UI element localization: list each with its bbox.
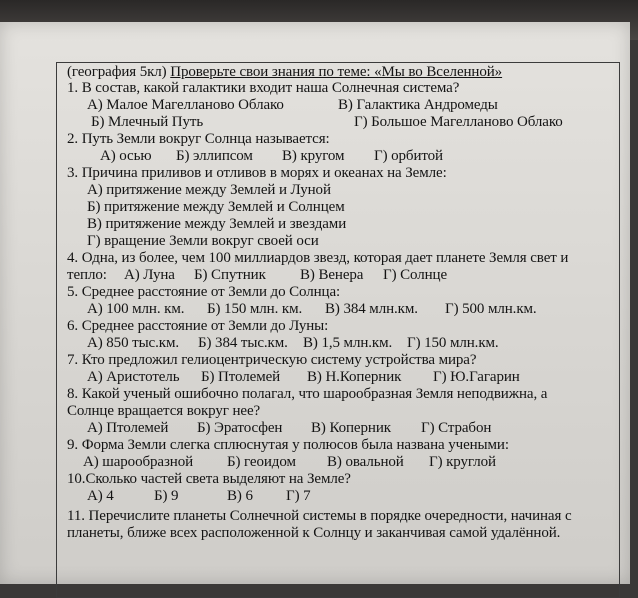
- question-11-cont: планеты, ближе всех расположенной к Солнцу и заканчивая самой удалённой.: [67, 525, 561, 541]
- q4-option-g: Г) Солнце: [383, 267, 448, 283]
- question-4-cont: тепло:: [67, 267, 107, 283]
- q2-option-v: В) кругом: [282, 148, 345, 164]
- question-1: 1. В состав, какой галактики входит наша Солнечная система?: [67, 80, 460, 96]
- quiz-frame: [56, 62, 620, 598]
- q5-option-a: А) 100 млн. км.: [87, 301, 185, 317]
- q9-option-v: В) овальной: [327, 454, 404, 470]
- q6-option-g: Г) 150 млн.км.: [407, 335, 499, 351]
- q9-option-g: Г) круглой: [429, 454, 496, 470]
- q7-option-v: В) Н.Коперник: [307, 369, 402, 385]
- q7-option-g: Г) Ю.Гагарин: [433, 369, 520, 385]
- q8-option-b: Б) Эратосфен: [197, 420, 283, 436]
- q10-option-a: А) 4: [87, 488, 114, 504]
- q2-option-b: Б) эллипсом: [176, 148, 253, 164]
- q3-option-v: В) притяжение между Землей и звездами: [87, 216, 347, 232]
- q1-option-g: Г) Большое Магелланово Облако: [354, 114, 563, 130]
- title-prefix: (география 5кл): [67, 64, 167, 80]
- q4-option-b: Б) Спутник: [194, 267, 266, 283]
- q4-option-v: В) Венера: [300, 267, 364, 283]
- q1-option-a: А) Малое Магелланово Облако: [87, 97, 284, 113]
- q2-option-a: А) осью: [100, 148, 152, 164]
- question-4: 4. Одна, из более, чем 100 миллиардов звезд, которая дает планете Земля свет и: [67, 250, 569, 266]
- q8-option-a: А) Птолемей: [87, 420, 169, 436]
- question-8: 8. Какой ученый ошибочно полагал, что шарообразная Земля неподвижна, а: [67, 386, 548, 402]
- q10-option-g: Г) 7: [286, 488, 311, 504]
- q5-option-b: Б) 150 млн. км.: [207, 301, 303, 317]
- q8-option-v: В) Коперник: [311, 420, 391, 436]
- q9-option-b: Б) геоидом: [227, 454, 296, 470]
- q6-option-b: Б) 384 тыс.км.: [198, 335, 288, 351]
- question-8-cont: Солнце вращается вокруг нее?: [67, 403, 261, 419]
- q1-option-v: В) Галактика Андромеды: [338, 97, 498, 113]
- question-5: 5. Среднее расстояние от Земли до Солнца:: [67, 284, 341, 300]
- q7-option-b: Б) Птолемей: [201, 369, 281, 385]
- q5-option-g: Г) 500 млн.км.: [445, 301, 537, 317]
- question-6: 6. Среднее расстояние от Земли до Луны:: [67, 318, 329, 334]
- question-2: 2. Путь Земли вокруг Солнца называется:: [67, 131, 330, 147]
- quiz-title: [67, 64, 502, 81]
- q9-option-a: А) шарообразной: [83, 454, 194, 470]
- q6-option-a: А) 850 тыс.км.: [87, 335, 179, 351]
- paper-sheet: [0, 22, 630, 584]
- q4-option-a: А) Луна: [124, 267, 175, 283]
- question-10: 10.Сколько частей света выделяют на Земле?: [67, 471, 351, 487]
- q10-option-b: Б) 9: [154, 488, 179, 504]
- q1-option-b: Б) Млечный Путь: [91, 114, 204, 130]
- question-7: 7. Кто предложил гелиоцентрическую систему устройства мира?: [67, 352, 477, 368]
- q8-option-g: Г) Страбон: [421, 420, 492, 436]
- question-3: 3. Причина приливов и отливов в морях и океанах на Земле:: [67, 165, 447, 181]
- q7-option-a: А) Аристотель: [87, 369, 180, 385]
- q5-option-v: В) 384 млн.км.: [325, 301, 418, 317]
- q3-option-b: Б) притяжение между Землей и Солнцем: [87, 199, 345, 215]
- question-11: 11. Перечислите планеты Солнечной системы в порядке очередности, начиная с: [67, 508, 572, 524]
- question-9: 9. Форма Земли слегка сплюснутая у полюсов была названа учеными:: [67, 437, 509, 453]
- q3-option-g: Г) вращение Земли вокруг своей оси: [87, 233, 319, 249]
- q6-option-v: В) 1,5 млн.км.: [303, 335, 393, 351]
- q2-option-g: Г) орбитой: [374, 148, 443, 164]
- q3-option-a: А) притяжение между Землей и Луной: [87, 182, 331, 198]
- title-topic: Проверьте свои знания по теме: «Мы во Вселенной»: [170, 64, 503, 80]
- q10-option-v: В) 6: [227, 488, 253, 504]
